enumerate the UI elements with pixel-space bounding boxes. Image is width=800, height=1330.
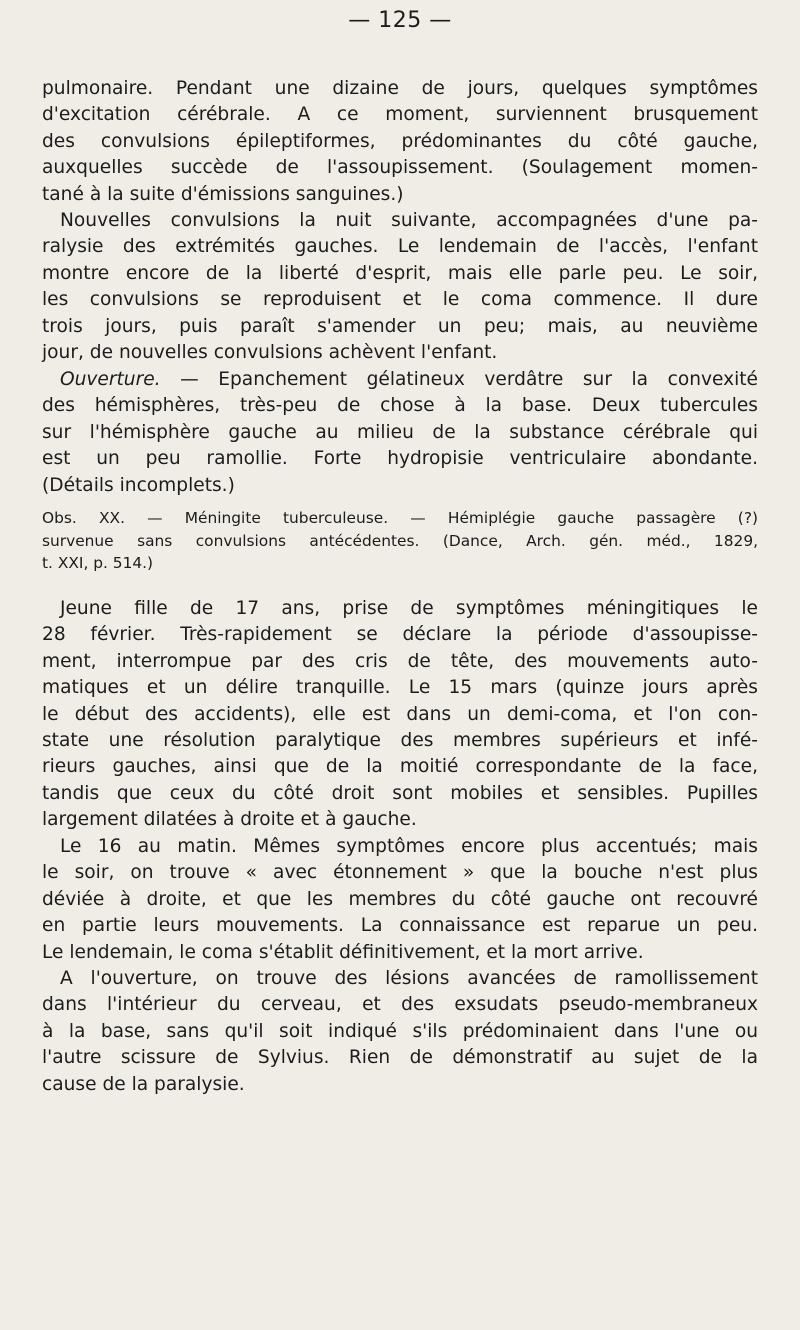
ouverture-label: Ouverture. <box>60 369 161 390</box>
text-line: en partie leurs mouvements. La connaissance est reparue un peu. <box>42 915 758 937</box>
paragraph-continuation <box>42 76 758 208</box>
paragraph-day-16 <box>42 834 758 966</box>
observation-heading <box>42 507 758 575</box>
text-line: state une résolution paralytique des membres supérieurs et infé- <box>42 729 758 751</box>
text-line: des convulsions épileptiformes, prédominantes du côté gauche, <box>42 130 758 152</box>
text-line: A l'ouverture, on trouve des lésions avancées de ramollissement <box>60 968 758 989</box>
text-line: Le lendemain, le coma s'établit définitivement, et la mort arrive. <box>42 941 644 963</box>
text-line: tané à la suite d'émissions sanguines.) <box>42 183 404 205</box>
text-line: d'excitation cérébrale. A ce moment, surviennent brusquement <box>42 104 758 126</box>
paragraph-convulsions <box>42 208 758 366</box>
text-line: est un peu ramollie. Forte hydropisie ventriculaire abondante. <box>42 448 758 470</box>
text-line: sur l'hémisphère gauche au milieu de la substance cérébrale qui <box>42 421 758 443</box>
text-line: dans l'intérieur du cerveau, et des exsudats pseudo-membraneux <box>42 994 758 1016</box>
text-line: montre encore de la liberté d'esprit, mais elle parle peu. Le soir, <box>42 262 758 284</box>
text-line: cause de la paralysie. <box>42 1073 245 1095</box>
text-line: largement dilatées à droite et à gauche. <box>42 809 417 831</box>
text-line: (Détails incomplets.) <box>42 474 235 496</box>
text-line: Nouvelles convulsions la nuit suivante, accompagnées d'une pa- <box>60 210 758 231</box>
text-line: les convulsions se reproduisent et le coma commence. Il dure <box>42 289 758 311</box>
text-line: t. XXI, p. 514.) <box>42 554 154 572</box>
text-line: 28 février. Très-rapidement se déclare la période d'assoupisse- <box>42 624 758 646</box>
text-line: des hémisphères, très-peu de chose à la base. Deux tubercules <box>42 395 758 417</box>
paragraph-case-history <box>42 596 758 834</box>
page-number: — 125 — <box>348 8 452 33</box>
text-line: ralysie des extrémités gauches. Le lendemain de l'accès, l'enfant <box>42 236 758 258</box>
text-line: Obs. XX. — Méningite tuberculeuse. — Hémiplégie gauche passagère (?) <box>42 509 758 527</box>
ouverture-text: — Epanchement gélatineux verdâtre sur la convexité <box>160 369 758 390</box>
text-line: rieurs gauches, ainsi que de la moitié correspondante de la face, <box>42 756 758 778</box>
text-line: le début des accidents), elle est dans un demi-coma, et l'on con- <box>42 703 758 725</box>
text-line: déviée à droite, et que les membres du côté gauche ont recouvré <box>42 888 758 910</box>
text-line <box>42 367 758 393</box>
text-line: Jeune fille de 17 ans, prise de symptômes méningitiques le <box>60 598 758 619</box>
text-line: le soir, on trouve « avec étonnement » que la bouche n'est plus <box>42 862 758 884</box>
text-line: ment, interrompue par des cris de tête, des mouvements auto- <box>42 650 758 672</box>
text-line: jour, de nouvelles convulsions achèvent l'enfant. <box>42 341 498 363</box>
text-line: l'autre scissure de Sylvius. Rien de démonstratif au sujet de la <box>42 1047 758 1069</box>
text-line: à la base, sans qu'il soit indiqué s'ils prédominaient dans l'une ou <box>42 1020 758 1042</box>
text-line: Le 16 au matin. Mêmes symptômes encore plus accentués; mais <box>60 836 758 857</box>
text-line: auxquelles succède de l'assoupissement. (Soulagement momen- <box>42 157 758 179</box>
paragraph-ouverture <box>42 367 758 499</box>
text-line: trois jours, puis paraît s'amender un peu; mais, au neuvième <box>42 315 758 337</box>
text-line: pulmonaire. Pendant une dizaine de jours, quelques symptômes <box>42 78 758 99</box>
text-line: survenue sans convulsions antécédentes. (Dance, Arch. gén. méd., 1829, <box>42 531 758 550</box>
text-line: matiques et un délire tranquille. Le 15 mars (quinze jours après <box>42 677 758 699</box>
paragraph-autopsy <box>42 966 758 1098</box>
text-line: tandis que ceux du côté droit sont mobiles et sensibles. Pupilles <box>42 782 758 804</box>
